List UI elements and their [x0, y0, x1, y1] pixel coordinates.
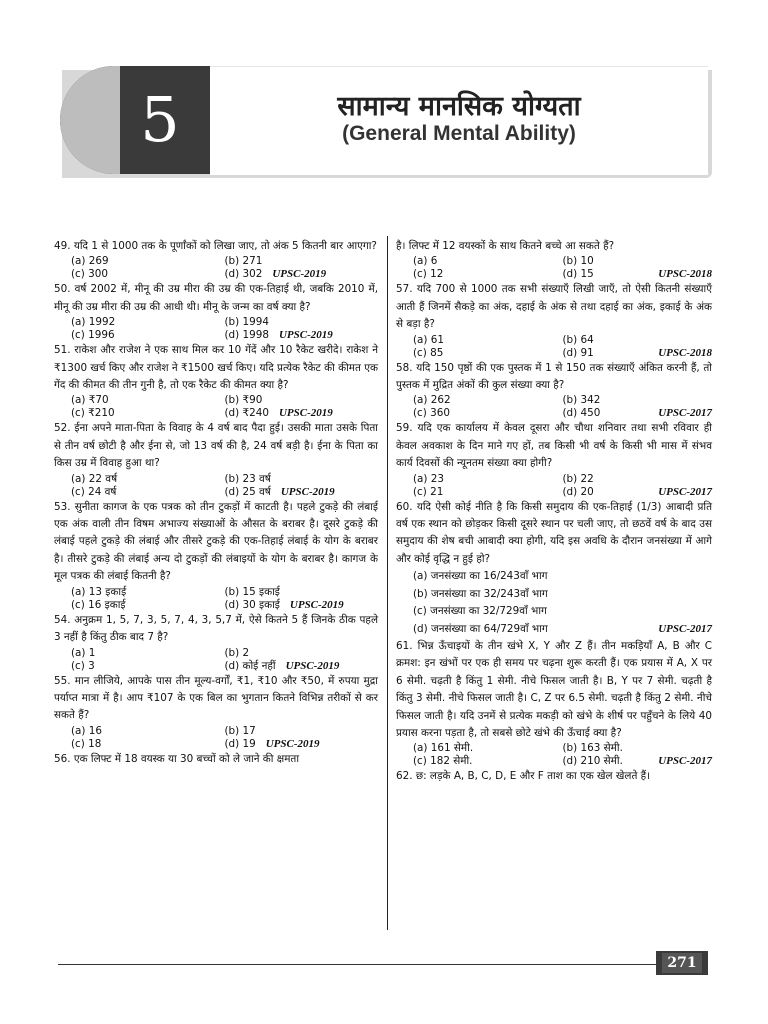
question-50	[54, 281, 378, 342]
question-body: यदि 700 से 1000 तक सभी संख्याएँ लिखी जाएँ, तो ऐसी कितनी संख्याएँ आती हैं जिनमें सैकड़े का अंक, दहाई के अंक से तथा दहाई का अंक, इकाई के अंक से बड़ा है?	[396, 283, 712, 331]
question-number: 55.	[54, 674, 71, 687]
option: (c) 360	[413, 407, 450, 420]
question-57	[396, 281, 712, 359]
question-58	[396, 360, 712, 421]
option: (d) 450 UPSC-2017	[562, 407, 712, 420]
question-number: 59.	[396, 422, 413, 435]
options	[396, 334, 712, 360]
right-column	[396, 238, 712, 786]
option: (d) जनसंख्या का 64/729वाँ भाग UPSC-2017	[396, 621, 712, 638]
question-text	[396, 360, 712, 395]
question-body: सुनीता कागज के एक पत्रक को तीन टुकड़ों में काटती है। पहले टुकड़े की लंबाई एक अंक वाली तीन विषम अभाज्य संख्याओं के औसत के बराबर है। दूसरे टुकड़े की लंबाई पहले टुकड़े की लंबाई और तीसरे टुकड़े की एक-तिहाई लंबाई के योग के बराबर है। तीसरे टुकड़े की लंबाई अन्य दो टुकड़ों की लंबाइयों के योग के बराबर है। कागज के मूल पत्रक की लंबाई कितनी है?	[54, 500, 378, 583]
question-text	[396, 768, 712, 785]
option: (b) 10	[562, 255, 594, 268]
chapter-title-hindi: सामान्य मानसिक योग्यता	[337, 91, 581, 122]
question-55	[54, 673, 378, 751]
option: (c) 18	[71, 737, 102, 750]
option: (a) 16	[71, 724, 102, 737]
option: (b) 64	[562, 333, 594, 346]
option: (a) ₹70	[71, 394, 109, 407]
options	[54, 394, 378, 420]
question-number: 62.	[396, 770, 413, 783]
question-text	[54, 673, 378, 725]
option: (a) 13 इकाई	[71, 585, 127, 598]
question-59	[396, 420, 712, 498]
option: (d) 91 UPSC-2018	[562, 346, 712, 359]
exam-tag: UPSC-2019	[265, 737, 320, 750]
question-text	[54, 499, 378, 586]
option: (a) 1	[71, 646, 96, 659]
question-text	[396, 281, 712, 333]
question-52	[54, 420, 378, 498]
question-body: यदि 150 पृष्ठों की एक पुस्तक में 1 से 150 तक संख्याएँ अंकित करनी हैं, तो पुस्तक में मुद्रित अंकों की कुल संख्या क्या है?	[396, 361, 712, 392]
question-text	[54, 342, 378, 394]
option: (c) 300	[71, 268, 108, 281]
options	[54, 473, 378, 499]
question-number: 53.	[54, 500, 71, 513]
options	[396, 255, 712, 281]
option: (c) जनसंख्या का 32/729वाँ भाग	[413, 605, 547, 618]
option: (b) 15 इकाई	[224, 585, 280, 598]
option: (d) 1998 UPSC-2019	[224, 329, 333, 342]
question-body: यदि 1 से 1000 तक के पूर्णांकों को लिखा जाए, तो अंक 5 कितनी बार आएगा?	[73, 240, 377, 252]
question-body: मान लीजिये, आपके पास तीन मूल्य-वर्गों, ₹1, ₹10 और ₹50, में रुपया मुद्रा पर्याप्त मात्रा में है। आप ₹107 के एक बिल का भुगतान कितने विभिन्न तरीकों से कर सकते हैं?	[54, 674, 378, 722]
option: (d) 302 UPSC-2019	[224, 268, 327, 281]
option: (c) 182 सेमी.	[413, 755, 473, 768]
question-54	[54, 612, 378, 673]
options	[54, 255, 378, 281]
question-53	[54, 499, 378, 612]
question-number: 60.	[396, 500, 413, 513]
option: (d) 210 सेमी. UPSC-2017	[562, 755, 712, 768]
question-text	[54, 751, 378, 768]
option: (a) 23	[413, 472, 444, 485]
options	[54, 586, 378, 612]
question-number: 58.	[396, 361, 413, 374]
options	[396, 473, 712, 499]
question-number: 57.	[396, 283, 413, 296]
options	[54, 725, 378, 751]
question-text	[396, 499, 712, 569]
question-body: ईना अपने माता-पिता के विवाह के 4 वर्ष बाद पैदा हुई। उसकी माता उसके पिता से तीन वर्ष छोटी है और ईना से, जो 13 वर्ष की है, 24 वर्ष बड़ी है। ईना के पिता का किस उम्र में विवाह हुआ था?	[54, 422, 378, 470]
option: (d) 20 UPSC-2017	[562, 485, 712, 498]
exam-tag: UPSC-2017	[658, 485, 712, 498]
option: (b) ₹90	[224, 394, 263, 407]
question-text	[54, 238, 378, 255]
question-text	[54, 612, 378, 647]
option: (c) 3	[71, 659, 95, 672]
option: (b) 271	[224, 255, 263, 268]
option: (c) 12	[413, 268, 444, 281]
exam-tag: UPSC-2017	[658, 622, 712, 635]
left-column	[54, 238, 378, 768]
options	[396, 742, 712, 768]
page-number: 271	[662, 953, 702, 973]
chapter-number: 5	[140, 83, 180, 156]
option: (c) ₹210	[71, 407, 115, 420]
options	[54, 316, 378, 342]
option: (d) 15 UPSC-2018	[562, 268, 712, 281]
option: (c) 24 वर्ष	[71, 485, 117, 498]
option: (d) 19 UPSC-2019	[224, 737, 320, 750]
exam-tag: UPSC-2018	[658, 346, 712, 359]
exam-tag: UPSC-2018	[658, 268, 712, 281]
question-56	[54, 751, 378, 768]
question-body: यदि ऐसी कोई नीति है कि किसी समुदाय की एक-तिहाई (1/3) आबादी प्रति वर्ष एक स्थान को छोड़कर किसी दूसरे स्थान पर चली जाए, तो छठवें वर्ष के बाद उस समुदाय की शेष बची आबादी क्या होगी, यदि इस अवधि के दौरान जनसंख्या में आगे और कोई वृद्धि न हुई हो?	[396, 500, 712, 565]
options	[396, 394, 712, 420]
options	[54, 647, 378, 673]
question-62	[396, 768, 712, 785]
question-body: एक लिफ्ट में 18 वयस्क या 30 बच्चों को ले जाने की क्षमता	[73, 752, 300, 765]
option: (c) 16 इकाई	[71, 598, 126, 611]
footer-rule	[58, 964, 656, 965]
question-body: यदि एक कार्यालय में केवल दूसरा और चौथा शनिवार तथा सभी रविवार ही केवल अवकाश के दिन माने गए हों, तब किसी भी वर्ष के किसी भी मास में संभव कार्य दिवसों की न्यूनतम संख्या क्या होगी?	[396, 422, 712, 470]
question-number: 51.	[54, 344, 71, 357]
option: (b) 22	[562, 472, 594, 485]
exam-tag: UPSC-2019	[289, 598, 344, 611]
question-body: भिन्न ऊँचाइयों के तीन खंभे X, Y और Z हैं। तीन मकड़ियाँ A, B और C क्रमश: इन खंभों पर एक ही समय पर चढ़ना शुरू करती हैं। एक प्रयास में A, X पर 6 सेमी. चढ़ती है किंतु 1 सेमी. नीचे फिसल जाती है। B, Y पर 7 सेमी. चढ़ती है किंतु 3 सेमी. नीचे फिसल जाती है। C, Z पर 6.5 सेमी. चढ़ती है किंतु 2 सेमी. नीचे फिसल जाती है। यदि उनमें से प्रत्येक मकड़ी को खंभे के शीर्ष पर पहुँचने के लिये 40 प्रयास करना पड़ता है, तो सबसे छोटे खंभे की ऊँचाई क्या है?	[396, 639, 712, 739]
option: (b) जनसंख्या का 32/243वाँ भाग	[413, 587, 548, 600]
option: (a) 22 वर्ष	[71, 472, 118, 485]
exam-tag: UPSC-2019	[272, 268, 327, 281]
option: (b) 17	[224, 724, 256, 737]
question-number: 61.	[396, 639, 413, 652]
option: (b) 2	[224, 646, 250, 659]
option: (a) जनसंख्या का 16/243वाँ भाग	[413, 570, 548, 583]
option: (a) 6	[413, 255, 438, 268]
option: (a) 161 सेमी.	[413, 742, 474, 755]
option: (b) 163 सेमी.	[562, 742, 623, 755]
option: (a) 269	[71, 255, 109, 268]
question-number: 54.	[54, 613, 71, 626]
option: (d) कोई नहीं UPSC-2019	[224, 659, 340, 672]
option: (b) 342	[562, 394, 601, 407]
question-text	[396, 420, 712, 472]
question-56-continued	[396, 238, 712, 281]
option: (a) 61	[413, 333, 444, 346]
option: (d) ₹240 UPSC-2019	[224, 407, 333, 420]
option: (c) 21	[413, 485, 444, 498]
question-text	[54, 281, 378, 316]
question-number: 56.	[54, 752, 71, 765]
exam-tag: UPSC-2019	[285, 659, 340, 672]
option: (c) 1996	[71, 329, 115, 342]
option: (d) 30 इकाई UPSC-2019	[224, 598, 344, 611]
exam-tag: UPSC-2019	[280, 485, 335, 498]
option: (d) 25 वर्ष UPSC-2019	[224, 485, 335, 498]
chapter-title-english: (General Mental Ability)	[342, 122, 576, 145]
question-text	[396, 638, 712, 742]
question-number: 52.	[54, 422, 71, 435]
option: (a) 262	[413, 394, 451, 407]
question-body: राकेश और राजेश ने एक साथ मिल कर 10 गेंदें और 10 रैकेट खरीदे। राकेश ने ₹1300 खर्च किए और राजेश ने ₹1500 खर्च किए। यदि प्रत्येक रैकेट की कीमत एक गेंद की कीमत की तीन गुनी है, तो एक रैकेट की कीमत क्या है?	[54, 344, 378, 392]
question-body: छ: लड़के A, B, C, D, E और F ताश का एक खेल खेलते हैं।	[415, 770, 651, 783]
question-body: वर्ष 2002 में, मीनू की उम्र मीरा की उम्र की एक-तिहाई थी, जबकि 2010 में, मीनू की उम्र मीरा की उम्र की आधी थी। मीनू के जन्म का वर्ष क्या है?	[54, 283, 378, 313]
option: (a) 1992	[71, 316, 116, 329]
option: (b) 1994	[224, 316, 269, 329]
exam-tag: UPSC-2019	[278, 407, 333, 420]
exam-tag: UPSC-2019	[278, 329, 333, 342]
question-text: है। लिफ्ट में 12 वयस्कों के साथ कितने बच्चे आ सकते हैं?	[396, 240, 615, 252]
exam-tag: UPSC-2017	[658, 407, 712, 420]
question-61	[396, 638, 712, 768]
question-number: 50.	[54, 283, 71, 296]
question-51	[54, 342, 378, 420]
option: (b) 23 वर्ष	[224, 472, 271, 485]
column-divider	[387, 236, 388, 930]
question-60	[396, 499, 712, 638]
question-text	[54, 420, 378, 472]
option: (c) 85	[413, 346, 444, 359]
exam-tag: UPSC-2017	[658, 755, 712, 768]
question-body: अनुक्रम 1, 5, 7, 3, 5, 7, 4, 3, 5,7 में, ऐसे कितने 5 हैं जिनके ठीक पहले 3 नहीं है किंतु ठीक बाद 7 है?	[54, 613, 378, 644]
question-49	[54, 238, 378, 281]
question-number: 49.	[54, 240, 71, 252]
